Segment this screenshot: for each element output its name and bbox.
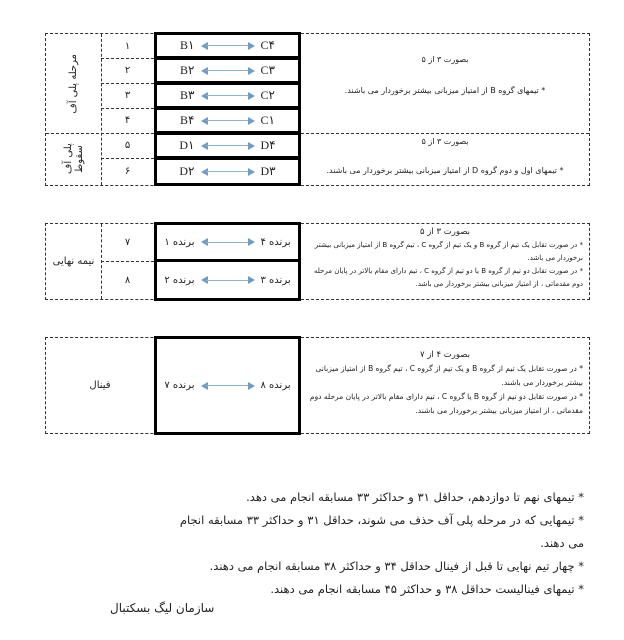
double-arrow-icon	[201, 382, 255, 390]
playoff-table	[45, 33, 590, 186]
matchup	[154, 222, 301, 262]
stage-label: فینال	[89, 380, 111, 391]
team-left: B۴	[180, 113, 195, 127]
note-item: * تیمهایی که در مرحله پلی آف حذف می شوند، حداقل ۳۱ و حداکثر ۳۳ مسابقه انجام می دهند.	[179, 513, 584, 550]
host-note: * تیمهای اول و دوم گروه D از امتیاز میزبانی بیشتر برخوردار می باشند.	[326, 166, 564, 175]
double-arrow-icon	[201, 142, 255, 150]
match-number: ۲	[124, 65, 131, 76]
stage-cell	[46, 224, 101, 299]
match-number: ۶	[124, 166, 131, 177]
organization-signature: سازمان لیگ بسکتبال	[110, 601, 215, 615]
matchup	[154, 259, 301, 301]
stage-label: پلی آف سقوط	[62, 143, 85, 175]
series-format: بصورت ۳ از ۵	[420, 227, 470, 237]
team-right: C۱	[260, 113, 275, 127]
team-left: D۲	[179, 164, 195, 178]
stage-cell	[46, 34, 101, 133]
note-item: * تیمهای فینالیست حداقل ۳۸ و حداکثر ۴۵ مسابقه انجام می دهند.	[270, 582, 584, 596]
double-arrow-icon	[201, 117, 255, 125]
series-format: بصورت ۴ از ۷	[420, 350, 470, 360]
host-note: * در صورت تقابل یک تیم از گروه B و یک تیم از گروه C ، تیم گروه B از امتیاز میزبانی بیشتر برخوردار می باشند.	[315, 364, 583, 387]
double-arrow-icon	[201, 168, 255, 176]
team-right: برنده ۸	[260, 380, 291, 391]
match-number: ۵	[124, 140, 131, 151]
matchup	[154, 132, 301, 159]
stage-label: مرحله پلی آف	[68, 53, 79, 114]
team-left: B۳	[180, 88, 195, 102]
match-number: ۳	[124, 90, 131, 101]
matchup	[154, 336, 301, 435]
match-number: ۷	[124, 237, 131, 248]
team-right: D۴	[260, 138, 276, 152]
matchup	[154, 107, 301, 134]
double-arrow-icon	[201, 67, 255, 75]
host-note: * در صورت تقابل دو تیم از گروه B یا دو تیم از گروه C ، تیم دارای مقام بالاتر در پایان مرحله دوم مقدماتی ، از امتیاز میزبانی بیشتر برخوردار می باشد.	[313, 267, 583, 288]
team-left: برنده ۷	[164, 380, 195, 391]
notes-list	[164, 486, 584, 601]
team-right: C۴	[260, 38, 275, 52]
team-right: برنده ۳	[260, 274, 291, 286]
stage-cell	[46, 133, 101, 185]
double-arrow-icon	[201, 276, 255, 284]
semifinal-table	[45, 223, 590, 300]
final-table	[45, 337, 590, 434]
team-right: C۳	[260, 63, 275, 77]
team-right: برنده ۴	[260, 236, 291, 248]
matchup	[154, 32, 301, 59]
host-note: * در صورت تقابل دو تیم از گروه B یا گروه C ، تیم دارای مقام بالاتر در پایان مرحله دوم مقدماتی ، از امتیاز میزبانی بیشتر برخوردار می باشند.	[309, 392, 583, 415]
description	[301, 134, 589, 178]
description	[301, 52, 589, 98]
match-number: ۴	[124, 115, 131, 126]
match-number: ۸	[124, 274, 131, 286]
double-arrow-icon	[201, 42, 255, 50]
team-left: برنده ۱	[164, 236, 195, 248]
description	[301, 226, 589, 291]
team-left: B۲	[180, 63, 195, 77]
description	[301, 348, 589, 418]
note-item: * چهار تیم نهایی تا قبل از فینال حداقل ۳۴ و حداکثر ۳۸ مسابقه انجام می دهند.	[209, 559, 584, 573]
team-right: D۳	[260, 164, 276, 178]
match-number: ۱	[124, 40, 131, 52]
series-format: بصورت ۳ از ۵	[421, 137, 469, 146]
double-arrow-icon	[201, 92, 255, 100]
team-left: D۱	[179, 138, 195, 152]
stage-cell	[46, 338, 154, 433]
team-right: C۲	[260, 88, 275, 102]
series-format: بصورت ۳ از ۵	[421, 55, 469, 64]
stage-label: نیمه نهایی	[52, 256, 95, 267]
matchup	[154, 82, 301, 109]
team-left: برنده ۲	[164, 274, 195, 286]
host-note: * در صورت تقابل یک تیم از گروه B و یک تیم از گروه C ، تیم گروه B از امتیاز میزبانی بیشتر برخوردار می باشد.	[314, 241, 583, 262]
matchup	[154, 57, 301, 84]
matchup	[154, 157, 301, 186]
double-arrow-icon	[201, 238, 255, 246]
host-note: * تیمهای گروه B از امتیاز میزبانی بیشتر برخوردار می باشند.	[344, 86, 546, 95]
team-left: B۱	[180, 38, 195, 52]
note-item: * تیمهای نهم تا دوازدهم، حداقل ۳۱ و حداکثر ۳۳ مسابقه انجام می دهد.	[246, 490, 584, 504]
